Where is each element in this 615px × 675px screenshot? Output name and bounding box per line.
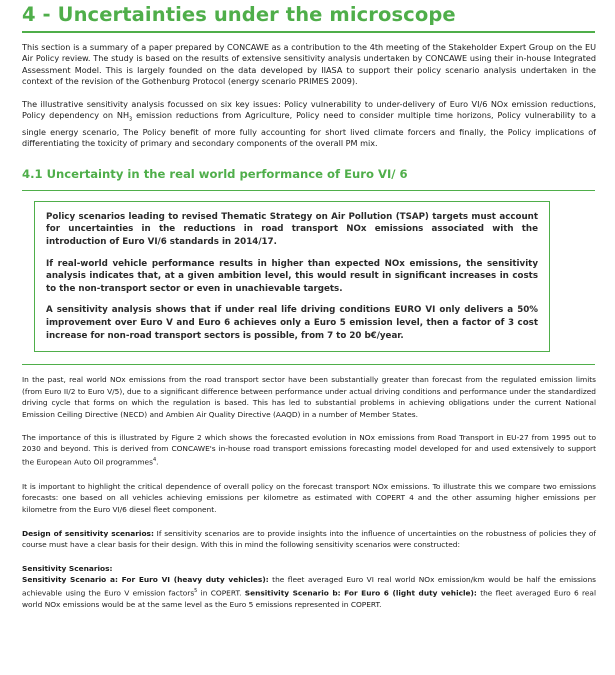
section-heading: 4.1 Uncertainty in the real world performance of Euro VI/ 6 xyxy=(22,166,408,181)
section-divider xyxy=(22,190,595,191)
key-findings-box xyxy=(34,201,550,352)
body-paragraph-2 xyxy=(22,432,596,468)
scenario-b-label: Sensitivity Scenario b: For Euro 6 (light duty vehicle): xyxy=(244,588,477,598)
scenario-a-label: Sensitivity Scenario a: For Euro VI (heavy duty vehicles): xyxy=(22,575,269,585)
intro-paragraph-2 xyxy=(22,99,596,150)
intro-paragraph-2-part-a: The illustrative sensitivity analysis focussed on six key issues: Policy vulnerability to under-delivery of Euro VI/6 NOx emission reductions, Policy dependency on NH xyxy=(22,98,596,121)
body-paragraph-2-end: . xyxy=(156,457,159,467)
scenario-a-text: the fleet averaged Euro VI real world NOx emission/km would be half the emissions achievable using the Euro V emission factors xyxy=(22,575,596,598)
body-paragraph-4 xyxy=(22,528,596,551)
scenario-b-text: the fleet averaged Euro 6 real world NOx emissions would be at the same level as the Euro 5 emissions represented in COPERT. xyxy=(22,588,596,610)
scenario-a-end: in COPERT. xyxy=(197,588,245,598)
document-page xyxy=(22,0,596,611)
intro-paragraph-1: This section is a summary of a paper prepared by CONCAWE as a contribution to the 4th meeting of the Stakeholder Expert Group on the EU Air Policy review. The study is based on the results of extensive sensitivity analysis undertaken by CONCAWE using their in-house Integrated Assessment Model. This is largely founded on the data developed by IIASA to support their policy scenario analysis undertaken in the context of the revision of the Gothenburg Protocol (energy scenario PRIMES 2009). xyxy=(22,41,596,87)
heading-divider xyxy=(22,31,595,33)
body-text xyxy=(22,374,596,610)
footnote-ref-5: 5 xyxy=(194,587,198,594)
body-paragraph-1: In the past, real world NOx emissions from the road transport sector have been substantially greater than forecast from the regulated emission limits (from Euro II/2 to Euro V/5), due to a significant difference between performance under actual driving conditions and performance under the standardized driving cycle that forms on which the regulation is based. This has led to substantial problems in achieving obligations under the current National Emission Ceiling Directive (NECD) and Ambien Air Quality Directive (AAQD) in a number of Member States. xyxy=(22,375,596,419)
box-paragraph-2: If real-world vehicle performance results in higher than expected NOx emissions, the sensitivity analysis indicates that, at a given ambition level, this would result in significant increases in costs to the non-transport sector or even in unachievable targets. xyxy=(46,258,538,294)
body-paragraph-3: It is important to highlight the critical dependence of overall policy on the forecast transport NOx emissions. To illustrate this we compare two emissions forecasts: one based on all vehicles achieving emissions per kilometre as estimated with COPERT 4 and the other assuming higher emissions per kilometre from the Euro VI/6 diesel fleet component. xyxy=(22,481,596,515)
footnote-ref-4: 4 xyxy=(152,456,157,463)
body-paragraph-5 xyxy=(22,563,596,611)
box-paragraph-3: A sensitivity analysis shows that if under real life driving conditions EURO VI only delivers a 50% improvement over Euro V and Euro 6 achieves only a Euro 5 emission level, then a factor of 3 cost increase for non-road transport sectors is possible, from 7 to 20 b€/year. xyxy=(46,305,538,341)
body-paragraph-2-text: The importance of this is illustrated by Figure 2 which shows the forecasted evolution in NOx emissions from Road Transport in EU-27 from 1995 out to 2030 and beyond. This is derived from CONCAWE's in-house road transport emissions forecasting model developed for and used extensively to support the European Auto Oil programmes xyxy=(22,432,596,467)
chapter-heading: 4 - Uncertainties under the microscope xyxy=(22,3,456,26)
scenarios-heading: Sensitivity Scenarios: xyxy=(22,563,113,573)
design-label: Design of sensitivity scenarios: xyxy=(22,528,154,538)
box-bottom-divider xyxy=(22,364,595,365)
nh3-subscript: 3 xyxy=(129,117,133,124)
intro-paragraph-2-part-b: emission reductions from Agriculture, Policy need to consider multiple time horizons, Policy vulnerability to a single energy scenario, The Policy benefit of more fully accounting for short lived climate forcers and finally, the Policy implications of differentiating the toxicity of primary and secondary components of the overall PM mix. xyxy=(22,110,596,149)
box-paragraph-1: Policy scenarios leading to revised Thematic Strategy on Air Pollution (TSAP) targets must account for uncertainties in the reductions in road transport NOx emissions associated with the introduction of Euro VI/6 standards in 2014/17. xyxy=(46,211,538,248)
design-text: If sensitivity scenarios are to provide insights into the influence of uncertainties on the robustness of policies they of course must have a clear basis for their design. With this in mind the following sensitivity scenarios were constructed: xyxy=(22,528,597,550)
